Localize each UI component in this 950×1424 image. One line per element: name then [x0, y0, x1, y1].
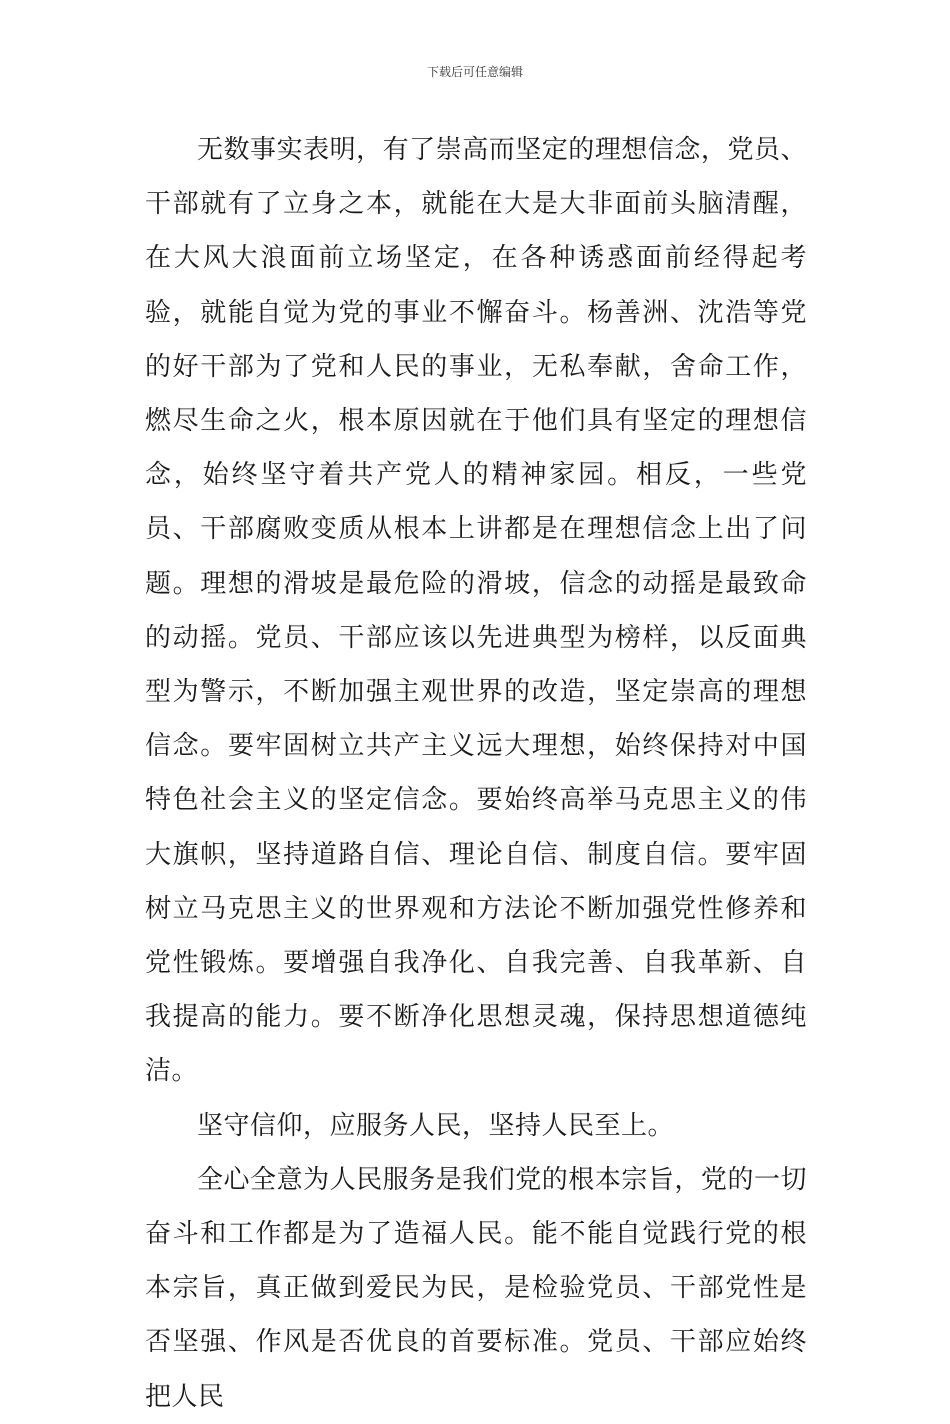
document-body [145, 123, 807, 1424]
page-header: 下载后可任意编辑 [426, 65, 523, 79]
paragraph-serve-people-heading: 坚守信仰，应服务人民，坚持人民至上。 [197, 1110, 675, 1141]
paragraph-serve-people: 全心全意为人民服务是我们党的根本宗旨，党的一切奋斗和工作都是为了造福人民。能不能自觉践行党的根本宗旨，真正做到爱民为民，是检验党员、干部党性是否坚强、作风是否优良的首要标准。党员、干部应始终把人民 [145, 1164, 807, 1412]
paragraph-ideals: 无数事实表明，有了崇高而坚定的理想信念，党员、干部就有了立身之本，就能在大是大非面前头脑清醒，在大风大浪面前立场坚定，在各种诱惑面前经得起考验，就能自觉为党的事业不懈奋斗。杨善洲、沈浩等党的好干部为了党和人民的事业，无私奉献，舍命工作，燃尽生命之火，根本原因就在于他们具有坚定的理想信念，始终坚守着共产党人的精神家园。相反，一些党员、干部腐败变质从根本上讲都是在理想信念上出了问题。理想的滑坡是最危险的滑坡，信念的动摇是最致命的动摇。党员、干部应该以先进典型为榜样，以反面典型为警示，不断加强主观世界的改造，坚定崇高的理想信念。要牢固树立共产主义远大理想，始终保持对中国特色社会主义的坚定信念。要始终高举马克思主义的伟大旗帜，坚持道路自信、理论自信、制度自信。要牢固树立马克思主义的世界观和方法论不断加强党性修养和党性锻炼。要增强自我净化、自我完善、自我革新、自我提高的能力。要不断净化思想灵魂，保持思想道德纯洁。 [145, 135, 807, 1087]
